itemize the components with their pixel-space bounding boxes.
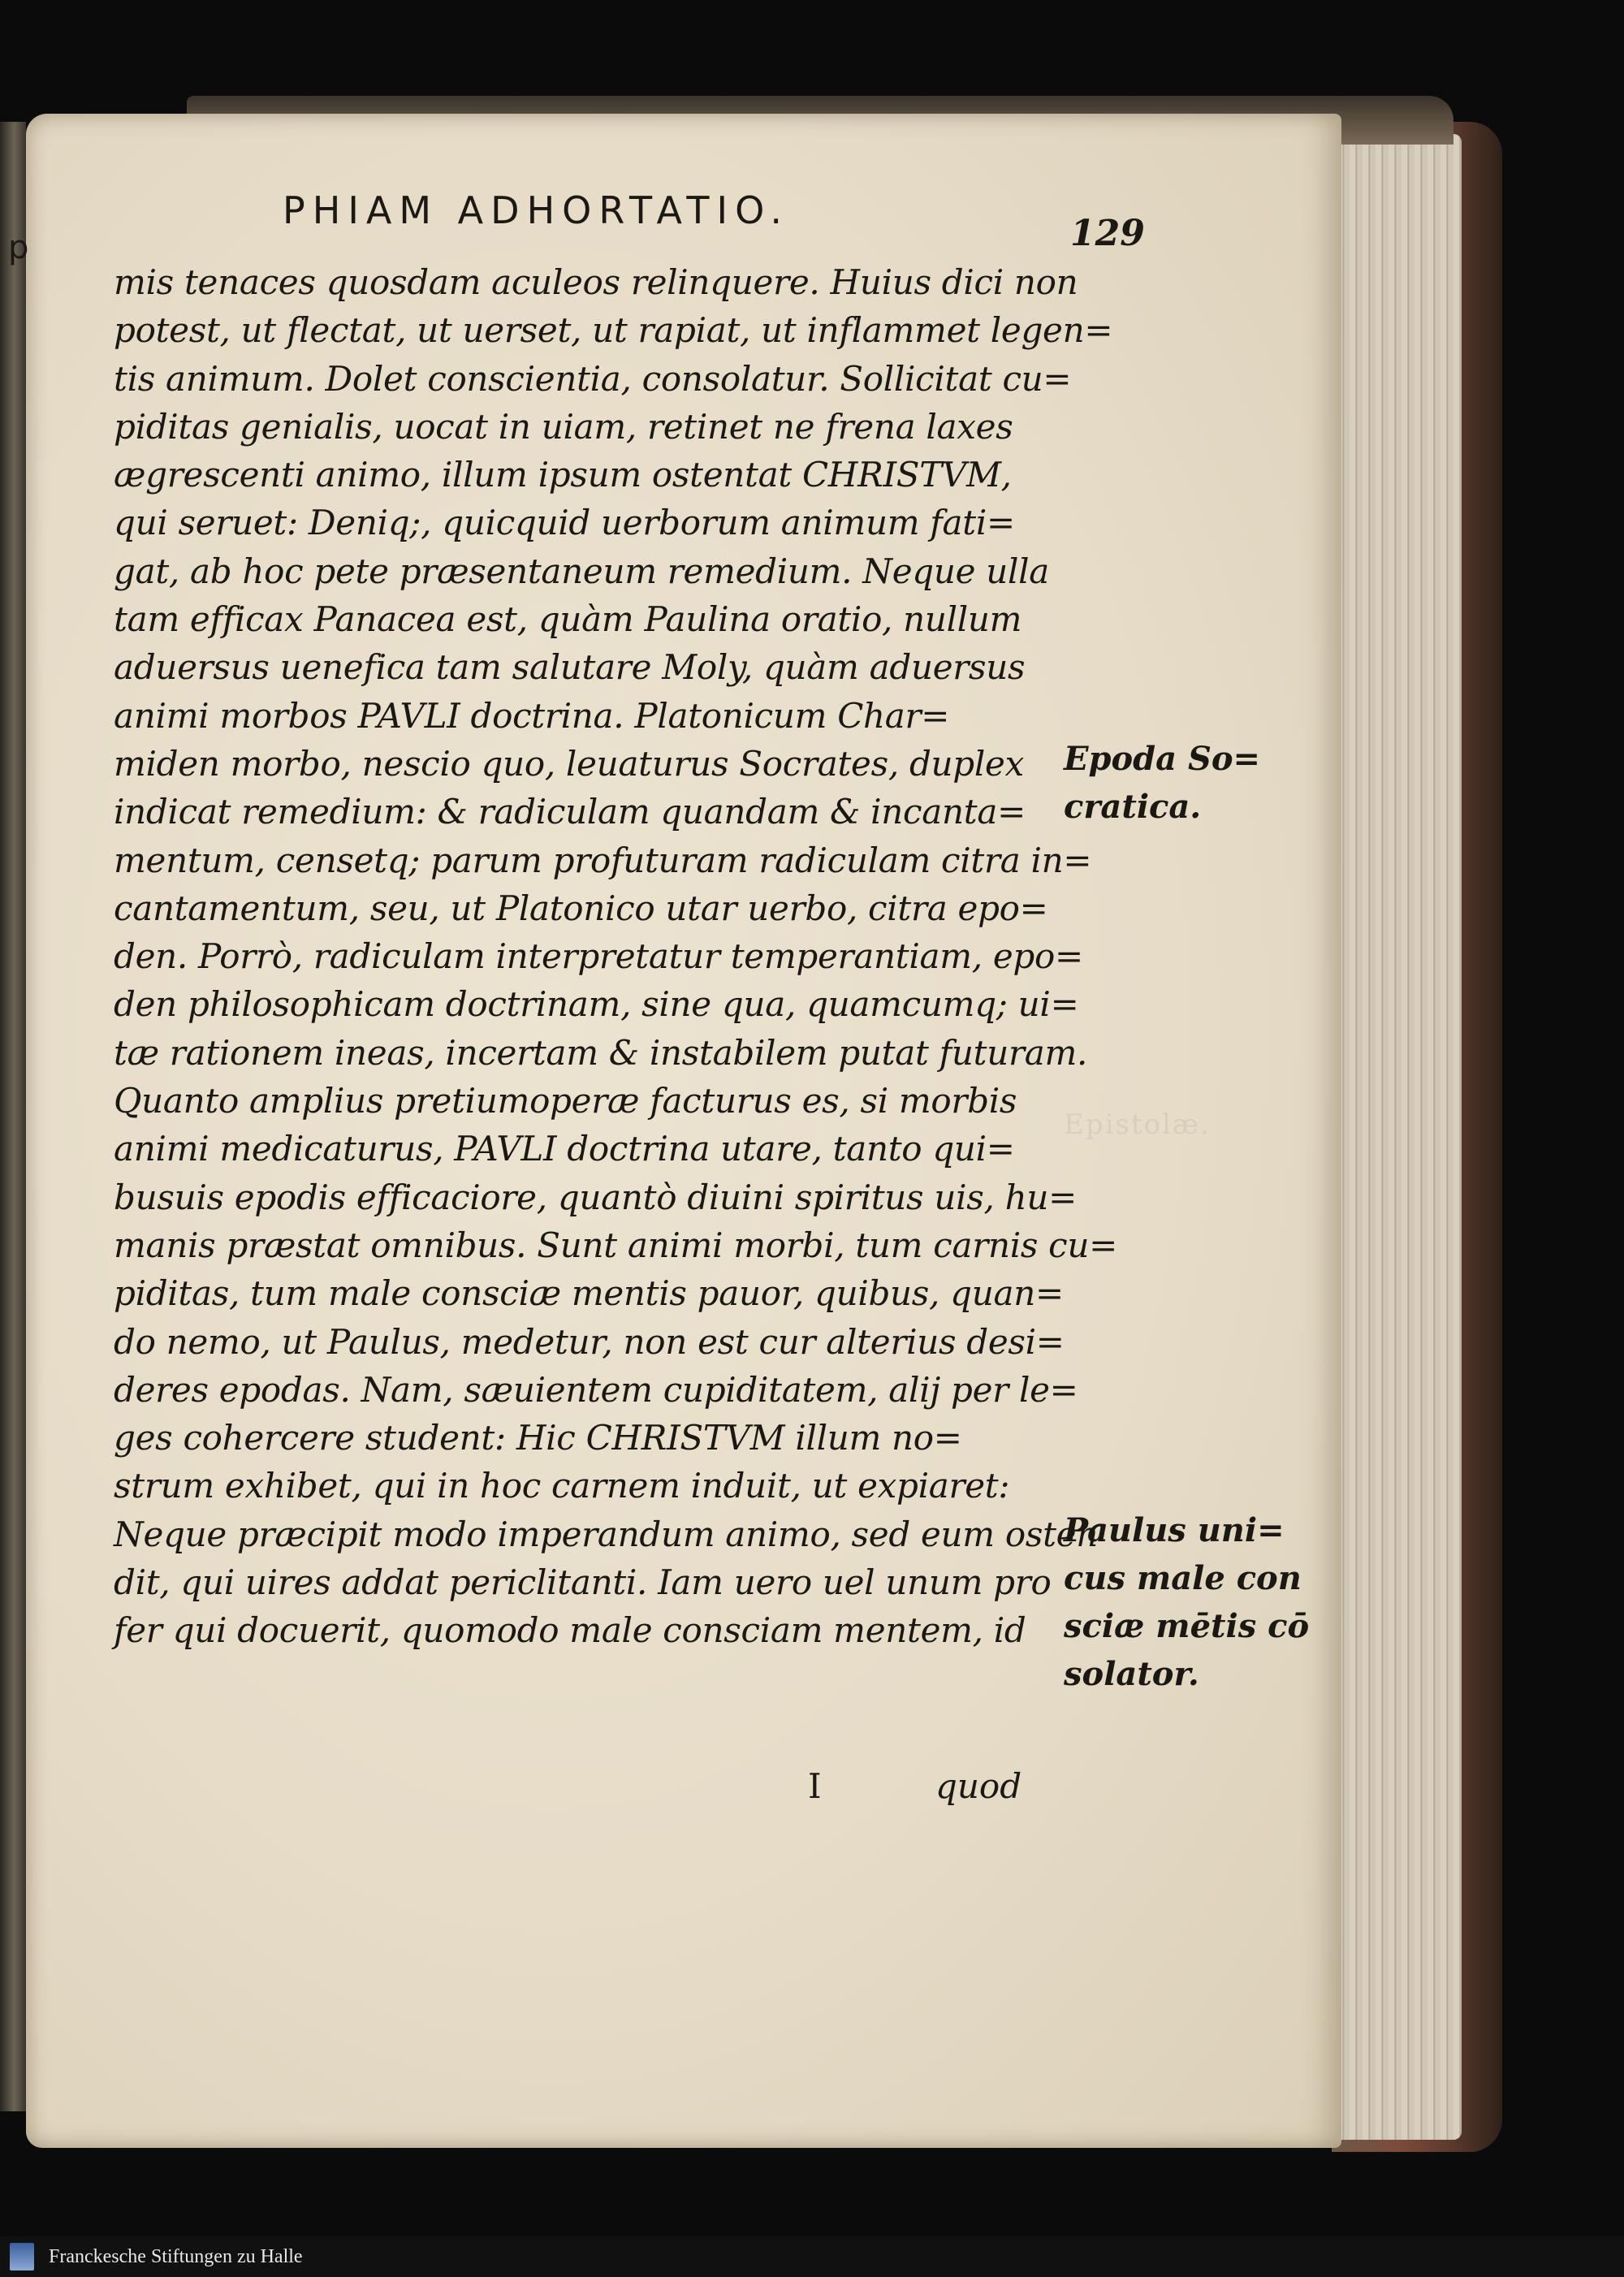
text-line: animi morbos PAVLI doctrina. Platonicum Char=: [114, 695, 950, 736]
text-line: tæ rationem ineas, incertam & instabilem putat futuram.: [114, 1032, 1088, 1073]
page-number: 129: [1070, 213, 1145, 254]
text-line: aduersus uenefica tam salutare Moly, quàm aduersus: [114, 647, 1026, 688]
text-line: ges cohercere student: Hic CHRISTVM illum no=: [114, 1418, 962, 1458]
page-stack-edge: [1324, 134, 1462, 2140]
text-line: potest, ut flectat, ut uerset, ut rapiat, ut inflammet legen=: [114, 310, 1113, 351]
text-line: piditas, tum male consciæ mentis pauor, quibus, quan=: [114, 1273, 1064, 1314]
text-line: do nemo, ut Paulus, medetur, non est cur alterius desi=: [114, 1321, 1065, 1362]
text-line: den. Porrò, radiculam interpretatur temperantiam, epo=: [114, 936, 1083, 977]
text-line: mentum, censetq; parum profuturam radiculam citra in=: [114, 840, 1092, 880]
text-line: fer qui docuerit, quomodo male consciam mentem, id: [114, 1610, 1026, 1651]
left-page-mark: p: [8, 229, 29, 266]
text-line: miden morbo, nescio quo, leuaturus Socrates, duplex: [114, 743, 1024, 784]
text-line: indicat remedium: & radiculam quandam & incanta=: [114, 792, 1026, 832]
left-page-edge: [0, 122, 29, 2111]
text-line: deres epodas. Nam, sæuientem cupiditatem, alij per le=: [114, 1369, 1078, 1410]
running-head: PHIAM ADHORTATIO.: [283, 188, 790, 232]
margin-note-line: sciæ mētis cō: [1064, 1607, 1310, 1645]
footer-bar: [0, 2236, 1624, 2277]
text-line: ægrescenti animo, illum ipsum ostentat CHRISTVM,: [114, 455, 1012, 495]
margin-note-line: Paulus uni=: [1064, 1511, 1285, 1549]
institution-logo-icon: [10, 2243, 34, 2271]
text-line: tam efficax Panacea est, quàm Paulina oratio, nullum: [114, 599, 1022, 640]
text-line: Neque præcipit modo imperandum animo, sed eum osten: [114, 1514, 1098, 1554]
text-line: animi medicaturus, PAVLI doctrina utare, tanto qui=: [114, 1129, 1015, 1169]
show-through-text: Epistolæ.: [1064, 1108, 1211, 1141]
body-text: [114, 258, 1118, 1655]
text-line: cantamentum, seu, ut Platonico utar uerbo, citra epo=: [114, 888, 1048, 928]
margin-note-line: cratica.: [1064, 788, 1202, 826]
text-line: tis animum. Dolet conscientia, consolatur. Sollicitat cu=: [114, 358, 1072, 399]
margin-note-line: solator.: [1064, 1655, 1199, 1693]
text-line: qui seruet: Deniq;, quicquid uerborum animum fati=: [114, 503, 1015, 543]
text-line: busuis epodis efficaciore, quantò diuini spiritus uis, hu=: [114, 1177, 1077, 1217]
margin-note-epoda: [1064, 735, 1260, 831]
margin-note-paulus: [1064, 1506, 1309, 1698]
margin-note-line: cus male con: [1064, 1559, 1302, 1597]
margin-note-line: Epoda So=: [1064, 740, 1261, 778]
catchword: quod: [935, 1766, 1022, 1806]
text-line: strum exhibet, qui in hoc carnem induit, ut expiaret:: [114, 1466, 1010, 1506]
text-line: piditas genialis, uocat in uiam, retinet ne frena laxes: [114, 406, 1013, 447]
text-line: mis tenaces quosdam aculeos relinquere. Huius dici non: [114, 262, 1078, 302]
text-line: manis præstat omnibus. Sunt animi morbi, tum carnis cu=: [114, 1225, 1118, 1265]
text-line: dit, qui uires addat periclitanti. Iam uero uel unum pro: [114, 1562, 1052, 1603]
signature-mark: I: [808, 1766, 822, 1806]
text-line: gat, ab hoc pete præsentaneum remedium. Neque ulla: [114, 551, 1049, 591]
footer-credit: Franckesche Stiftungen zu Halle: [49, 2245, 303, 2267]
text-line: Quanto amplius pretiumoperæ facturus es, si morbis: [114, 1081, 1017, 1121]
text-line: den philosophicam doctrinam, sine qua, quamcumq; ui=: [114, 984, 1079, 1025]
